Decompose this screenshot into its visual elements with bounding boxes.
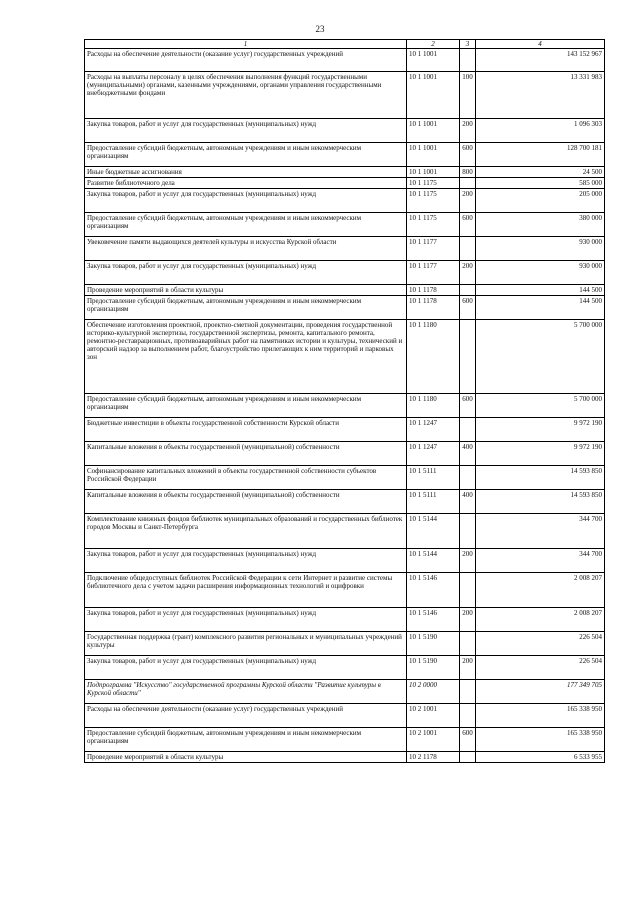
row-code: 10 1 1001 [407, 167, 460, 178]
row-amount: 9 972 190 [476, 442, 605, 466]
row-expense-type: 600 [460, 143, 476, 167]
row-amount: 344 700 [476, 514, 605, 549]
row-amount: 24 500 [476, 167, 605, 178]
table-row [85, 608, 605, 632]
row-amount: 1 096 303 [476, 119, 605, 143]
row-code: 10 2 1178 [407, 752, 460, 763]
row-code: 10 1 1001 [407, 143, 460, 167]
table-row [85, 514, 605, 549]
row-name: Развитие библиотечного дела [85, 178, 407, 189]
row-expense-type: 600 [460, 296, 476, 320]
row-expense-type [460, 632, 476, 656]
row-name: Предоставление субсидий бюджетным, автономным учреждениям и иным некоммерческим организациям [85, 296, 407, 320]
table-row [85, 680, 605, 704]
row-code: 10 1 1001 [407, 49, 460, 72]
row-name: Иные бюджетные ассигнования [85, 167, 407, 178]
row-name: Закупка товаров, работ и услуг для государственных (муниципальных) нужд [85, 189, 407, 213]
row-expense-type: 600 [460, 728, 476, 752]
row-amount: 165 338 950 [476, 728, 605, 752]
row-expense-type [460, 514, 476, 549]
row-expense-type [460, 418, 476, 442]
row-name: Подключение общедоступных библиотек Российской Федерации к сети Интернет и развитие системы библиотечного дела с учетом задачи расширения информационных технологий и оцифровки [85, 573, 407, 608]
row-name: Софинансирование капитальных вложений в объекты государственной собственности субъектов Российской Федерации [85, 466, 407, 490]
table-row [85, 704, 605, 728]
table-row [85, 119, 605, 143]
row-code: 10 1 5144 [407, 549, 460, 573]
table-row [85, 490, 605, 514]
row-name: Предоставление субсидий бюджетным, автономным учреждениям и иным некоммерческим организациям [85, 394, 407, 418]
row-expense-type: 400 [460, 442, 476, 466]
row-code: 10 1 1180 [407, 320, 460, 394]
row-code: 10 1 1175 [407, 213, 460, 237]
table-row [85, 320, 605, 394]
row-name: Капитальные вложения в объекты государственной (муниципальной) собственности [85, 442, 407, 466]
row-code: 10 1 5111 [407, 466, 460, 490]
row-expense-type [460, 466, 476, 490]
row-amount: 930 000 [476, 237, 605, 261]
row-name: Закупка товаров, работ и услуг для государственных (муниципальных) нужд [85, 656, 407, 680]
row-expense-type [460, 237, 476, 261]
row-expense-type [460, 49, 476, 72]
row-amount: 5 700 000 [476, 394, 605, 418]
row-expense-type [460, 178, 476, 189]
row-expense-type: 200 [460, 119, 476, 143]
row-name: Обеспечение изготовления проектной, проектно-сметной документации, проведения государственной историко-культурной экспертизы, государственной экспертизы, ремонта, капитального ремонта, ремонтно-реставрационных, противоаварийных работ на памятниках истории и культуры, технический и авторский надзор за выполнением работ, благоустройство прилегающих к ним территорий и парковых зон [85, 320, 407, 394]
row-expense-type: 400 [460, 490, 476, 514]
row-name: Комплектование книжных фондов библиотек муниципальных образований и государственных библиотек городов Москвы и Санкт-Петербурга [85, 514, 407, 549]
table-row [85, 213, 605, 237]
row-name: Закупка товаров, работ и услуг для государственных (муниципальных) нужд [85, 119, 407, 143]
table-row [85, 143, 605, 167]
row-expense-type [460, 752, 476, 763]
table-row [85, 418, 605, 442]
row-name: Бюджетные инвестиции в объекты государственной собственности Курской области [85, 418, 407, 442]
row-code: 10 1 1247 [407, 442, 460, 466]
table-row [85, 466, 605, 490]
row-expense-type [460, 680, 476, 704]
row-expense-type [460, 320, 476, 394]
row-name: Проведение мероприятий в области культуры [85, 285, 407, 296]
row-code: 10 1 5144 [407, 514, 460, 549]
row-code: 10 1 5111 [407, 490, 460, 514]
row-amount: 144 500 [476, 285, 605, 296]
table-row [85, 656, 605, 680]
table-row [85, 189, 605, 213]
table-row [85, 728, 605, 752]
row-expense-type [460, 573, 476, 608]
row-code: 10 1 1178 [407, 296, 460, 320]
row-code: 10 1 1001 [407, 119, 460, 143]
row-code: 10 1 5146 [407, 608, 460, 632]
header-col-3: 3 [460, 40, 476, 49]
table-row [85, 285, 605, 296]
row-amount: 13 331 983 [476, 72, 605, 119]
row-amount: 144 500 [476, 296, 605, 320]
row-code: 10 1 1175 [407, 189, 460, 213]
row-name: Предоставление субсидий бюджетным, автономным учреждениям и иным некоммерческим организациям [85, 213, 407, 237]
row-code: 10 1 5190 [407, 656, 460, 680]
row-code: 10 1 1177 [407, 237, 460, 261]
row-amount: 205 000 [476, 189, 605, 213]
row-amount: 226 504 [476, 632, 605, 656]
row-amount: 177 349 705 [476, 680, 605, 704]
table-row [85, 394, 605, 418]
row-code: 10 1 1175 [407, 178, 460, 189]
row-amount: 380 000 [476, 213, 605, 237]
table-header-row [85, 40, 605, 49]
row-code: 10 1 5190 [407, 632, 460, 656]
table-row [85, 261, 605, 285]
row-name: Расходы на обеспечение деятельности (оказание услуг) государственных учреждений [85, 704, 407, 728]
row-code: 10 1 5146 [407, 573, 460, 608]
budget-table [84, 39, 605, 763]
row-name: Закупка товаров, работ и услуг для государственных (муниципальных) нужд [85, 549, 407, 573]
row-code: 10 1 1177 [407, 261, 460, 285]
header-col-4: 4 [476, 40, 605, 49]
row-expense-type: 800 [460, 167, 476, 178]
row-expense-type [460, 285, 476, 296]
row-amount: 9 972 190 [476, 418, 605, 442]
row-amount: 344 700 [476, 549, 605, 573]
table-row [85, 573, 605, 608]
row-code: 10 2 1001 [407, 704, 460, 728]
row-code: 10 1 1180 [407, 394, 460, 418]
row-expense-type: 200 [460, 608, 476, 632]
header-col-1: 1 [85, 40, 407, 49]
row-amount: 165 338 950 [476, 704, 605, 728]
table-row [85, 442, 605, 466]
table-row [85, 632, 605, 656]
row-code: 10 2 0000 [407, 680, 460, 704]
row-amount: 930 000 [476, 261, 605, 285]
table-row [85, 49, 605, 72]
table-row [85, 178, 605, 189]
header-col-2: 2 [407, 40, 460, 49]
row-amount: 14 593 850 [476, 466, 605, 490]
row-expense-type [460, 704, 476, 728]
row-name: Подпрограмма "Искусство" государственной программы Курской области "Развитие культуры в Курской области" [85, 680, 407, 704]
row-name: Проведение мероприятий в области культуры [85, 752, 407, 763]
row-name: Закупка товаров, работ и услуг для государственных (муниципальных) нужд [85, 261, 407, 285]
row-name: Предоставление субсидий бюджетным, автономным учреждениям и иным некоммерческим организациям [85, 143, 407, 167]
table-row [85, 72, 605, 119]
row-name: Закупка товаров, работ и услуг для государственных (муниципальных) нужд [85, 608, 407, 632]
row-amount: 226 504 [476, 656, 605, 680]
row-amount: 128 700 181 [476, 143, 605, 167]
row-amount: 585 000 [476, 178, 605, 189]
row-name: Государственная поддержка (грант) комплексного развития региональных и муниципальных учреждений культуры [85, 632, 407, 656]
table-row [85, 237, 605, 261]
row-name: Предоставление субсидий бюджетным, автономным учреждениям и иным некоммерческим организациям [85, 728, 407, 752]
table-row [85, 549, 605, 573]
row-expense-type: 200 [460, 189, 476, 213]
row-expense-type: 200 [460, 656, 476, 680]
row-code: 10 1 1001 [407, 72, 460, 119]
table-row [85, 167, 605, 178]
row-code: 10 1 1178 [407, 285, 460, 296]
row-expense-type: 100 [460, 72, 476, 119]
row-name: Расходы на обеспечение деятельности (оказание услуг) государственных учреждений [85, 49, 407, 72]
row-amount: 14 593 850 [476, 490, 605, 514]
row-name: Увековечение памяти выдающихся деятелей культуры и искусства Курской области [85, 237, 407, 261]
row-amount: 143 152 967 [476, 49, 605, 72]
row-expense-type: 600 [460, 394, 476, 418]
row-expense-type: 600 [460, 213, 476, 237]
row-expense-type: 200 [460, 261, 476, 285]
table-row [85, 752, 605, 763]
row-expense-type: 200 [460, 549, 476, 573]
row-amount: 5 700 000 [476, 320, 605, 394]
row-amount: 6 533 955 [476, 752, 605, 763]
row-name: Капитальные вложения в объекты государственной (муниципальной) собственности [85, 490, 407, 514]
row-amount: 2 008 207 [476, 608, 605, 632]
row-amount: 2 008 207 [476, 573, 605, 608]
row-name: Расходы на выплаты персоналу в целях обеспечения выполнения функций государственными (муниципальными) органами, казенными учреждениями, органами управления государственными внебюджетными фондами [85, 72, 407, 119]
page-number: 23 [315, 24, 325, 34]
table-row [85, 296, 605, 320]
row-code: 10 2 1001 [407, 728, 460, 752]
row-code: 10 1 1247 [407, 418, 460, 442]
